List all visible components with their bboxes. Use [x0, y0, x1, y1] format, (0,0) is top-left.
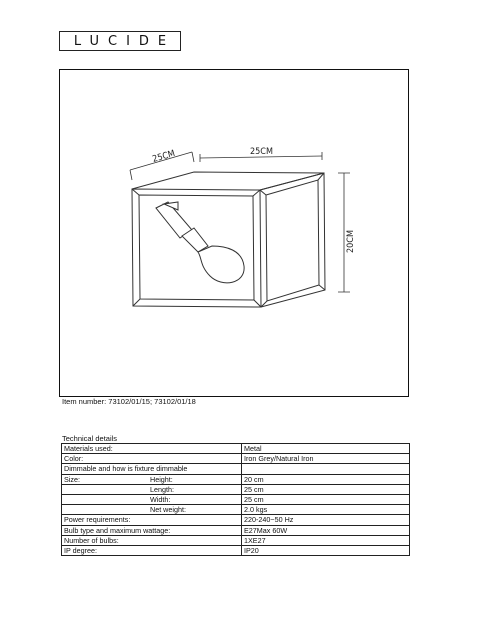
table-row [62, 535, 410, 545]
row-value: 25 cm [242, 494, 410, 504]
row-value: E27Max 60W [242, 525, 410, 535]
row-label: Color: [62, 454, 242, 464]
cube-right-face [260, 173, 325, 307]
row-value: IP20 [242, 545, 410, 555]
table-row [62, 474, 410, 484]
width-dim-label: 25CM [250, 147, 273, 157]
row-label: Dimmable and how is fixture dimmable [62, 464, 242, 474]
row-label: Power requirements: [62, 515, 242, 525]
technical-details-table [61, 443, 410, 556]
table-row [62, 484, 410, 494]
technical-details-title: Technical details [62, 434, 118, 443]
product-drawing [60, 70, 410, 398]
cube-right-inner [266, 180, 319, 301]
brand-logo-text: LUCIDE [73, 33, 176, 49]
row-value: 2.0 kgs [242, 505, 410, 515]
row-label-cell [62, 484, 242, 494]
product-drawing-frame [59, 69, 409, 397]
row-sublabel: Width: [150, 495, 171, 505]
row-label [64, 485, 150, 494]
row-label: Materials used: [62, 444, 242, 454]
height-dim-label: 20CM [346, 230, 356, 253]
row-label: IP degree: [62, 545, 242, 555]
bulb [182, 228, 244, 283]
row-label-cell [62, 474, 242, 484]
row-label: Number of bulbs: [62, 535, 242, 545]
table-row [62, 545, 410, 555]
depth-dim-label: 25CM [151, 148, 177, 165]
row-label: Size: [64, 474, 80, 484]
row-value [242, 464, 410, 474]
row-value: 1XE27 [242, 535, 410, 545]
row-label [64, 495, 150, 504]
row-sublabel: Net weight: [150, 505, 186, 515]
item-number: Item number: 73102/01/15; 73102/01/18 [62, 397, 196, 406]
row-value: 25 cm [242, 484, 410, 494]
table-row [62, 525, 410, 535]
row-value: Iron Grey/Natural Iron [242, 454, 410, 464]
table-row [62, 515, 410, 525]
table-row [62, 494, 410, 504]
row-sublabel: Height: [150, 474, 173, 484]
row-sublabel: Length: [150, 484, 174, 494]
row-label-cell [62, 505, 242, 515]
row-value: 20 cm [242, 474, 410, 484]
table-row [62, 454, 410, 464]
table-row [62, 464, 410, 474]
row-label [64, 505, 150, 514]
brand-logo [59, 31, 181, 51]
row-label: Bulb type and maximum wattage: [62, 525, 242, 535]
table-row [62, 444, 410, 454]
row-label-cell [62, 494, 242, 504]
row-value: 220-240~50 Hz [242, 515, 410, 525]
row-value: Metal [242, 444, 410, 454]
table-row [62, 505, 410, 515]
